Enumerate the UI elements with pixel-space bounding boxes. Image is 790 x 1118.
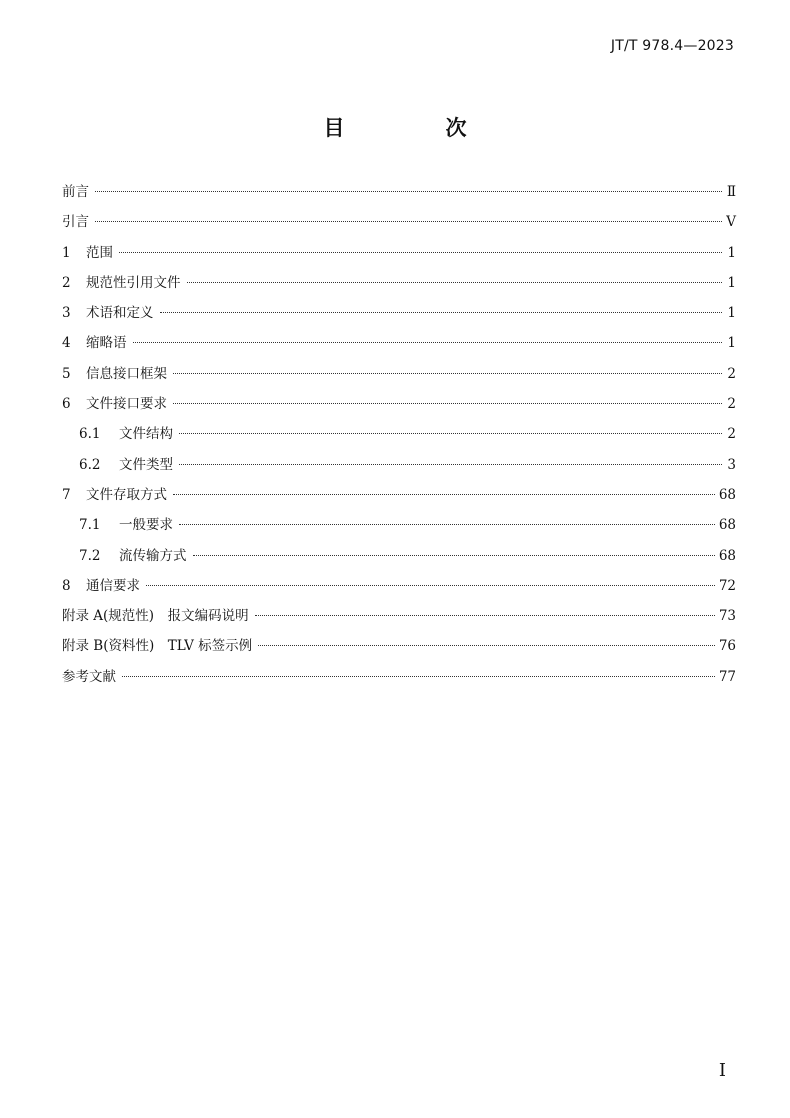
leader-dots: [173, 372, 722, 374]
toc-entry-stream-transfer[interactable]: [62, 541, 736, 571]
leader-dots: [119, 251, 722, 253]
toc-entry-page: 68: [718, 517, 736, 534]
toc-entry-page: 2: [727, 426, 736, 443]
toc-entry-general-requirements[interactable]: [62, 510, 736, 540]
toc-entry-page: 1: [727, 244, 736, 261]
toc-entry-page: 73: [718, 608, 736, 625]
toc-entry-label: 流传输方式: [119, 547, 187, 564]
toc-entry-bibliography[interactable]: [62, 662, 736, 692]
toc-entry-page: 72: [718, 577, 736, 594]
toc-entry-page: 68: [718, 547, 736, 564]
toc-entry-page: 77: [718, 668, 736, 685]
toc-entry-label: 信息接口框架: [86, 365, 167, 382]
toc-entry-page: 2: [727, 365, 736, 382]
toc-entry-file-access[interactable]: [62, 480, 736, 510]
toc-entry-label: 文件接口要求: [86, 396, 167, 413]
leader-dots: [133, 341, 723, 343]
toc-entry-abbreviations[interactable]: [62, 328, 736, 358]
toc-entry-page: Ⅱ: [726, 184, 736, 200]
toc-entry-terms[interactable]: [62, 298, 736, 328]
leader-dots: [173, 402, 722, 404]
table-of-contents: [62, 177, 736, 692]
leader-dots: [255, 614, 715, 616]
toc-entry-label: 一般要求: [119, 517, 173, 534]
toc-entry-page: 68: [718, 486, 736, 503]
page-folio: I: [718, 1060, 726, 1081]
toc-entry-annex-a[interactable]: [62, 601, 736, 631]
leader-dots: [173, 493, 715, 495]
toc-entry-label: 文件类型: [119, 456, 173, 473]
toc-entry-number: 6.2: [79, 456, 101, 473]
toc-entry-label: 规范性引用文件: [86, 274, 181, 291]
leader-dots: [160, 311, 723, 313]
toc-entry-page: 1: [727, 305, 736, 322]
toc-entry-label: 引言: [62, 214, 89, 231]
toc-entry-number: 8: [62, 577, 71, 594]
toc-entry-label: 文件结构: [119, 426, 173, 443]
leader-dots: [179, 523, 715, 525]
toc-entry-page: 1: [727, 274, 736, 291]
toc-entry-annex-b[interactable]: [62, 631, 736, 661]
toc-entry-label: 附录 A(规范性) 报文编码说明: [62, 608, 249, 625]
toc-entry-preface[interactable]: [62, 177, 736, 207]
leader-dots: [179, 432, 722, 434]
leader-dots: [95, 220, 722, 222]
toc-entry-label: 前言: [62, 184, 89, 200]
leader-dots: [146, 584, 715, 586]
toc-entry-normative-references[interactable]: [62, 268, 736, 298]
toc-entry-page: 2: [727, 396, 736, 413]
page-title: 目 次: [323, 116, 507, 140]
toc-entry-page: 1: [727, 335, 736, 352]
standard-number: JT/T 978.4—2023: [610, 38, 734, 54]
toc-entry-number: 7.1: [79, 517, 101, 534]
toc-entry-page: Ⅴ: [726, 214, 736, 231]
toc-entry-scope[interactable]: [62, 238, 736, 268]
toc-entry-label: 参考文献: [62, 668, 116, 685]
toc-entry-number: 6.1: [79, 426, 101, 443]
toc-entry-label: 缩略语: [86, 335, 127, 352]
toc-entry-label: 范围: [86, 244, 113, 261]
toc-entry-number: 6: [62, 396, 71, 413]
toc-entry-number: 4: [62, 335, 71, 352]
toc-entry-framework[interactable]: [62, 359, 736, 389]
toc-entry-number: 1: [62, 244, 71, 261]
toc-entry-number: 3: [62, 305, 71, 322]
toc-entry-number: 5: [62, 365, 71, 382]
toc-entry-number: 7.2: [79, 547, 101, 564]
toc-entry-number: 7: [62, 486, 71, 503]
toc-entry-file-interface[interactable]: [62, 389, 736, 419]
toc-entry-page: 3: [727, 456, 736, 473]
toc-entry-file-types[interactable]: [62, 450, 736, 480]
toc-entry-label: 术语和定义: [86, 305, 154, 322]
toc-entry-number: 2: [62, 274, 71, 291]
leader-dots: [187, 281, 723, 283]
toc-entry-label: 附录 B(资料性) TLV 标签示例: [62, 638, 253, 655]
leader-dots: [122, 675, 715, 677]
leader-dots: [193, 554, 715, 556]
toc-entry-file-structure[interactable]: [62, 419, 736, 449]
toc-entry-introduction[interactable]: [62, 207, 736, 237]
toc-entry-communication[interactable]: [62, 571, 736, 601]
leader-dots: [258, 644, 715, 646]
toc-entry-label: 通信要求: [86, 577, 140, 594]
toc-entry-page: 76: [718, 638, 736, 655]
leader-dots: [179, 463, 722, 465]
toc-entry-label: 文件存取方式: [86, 486, 167, 503]
leader-dots: [95, 190, 722, 192]
